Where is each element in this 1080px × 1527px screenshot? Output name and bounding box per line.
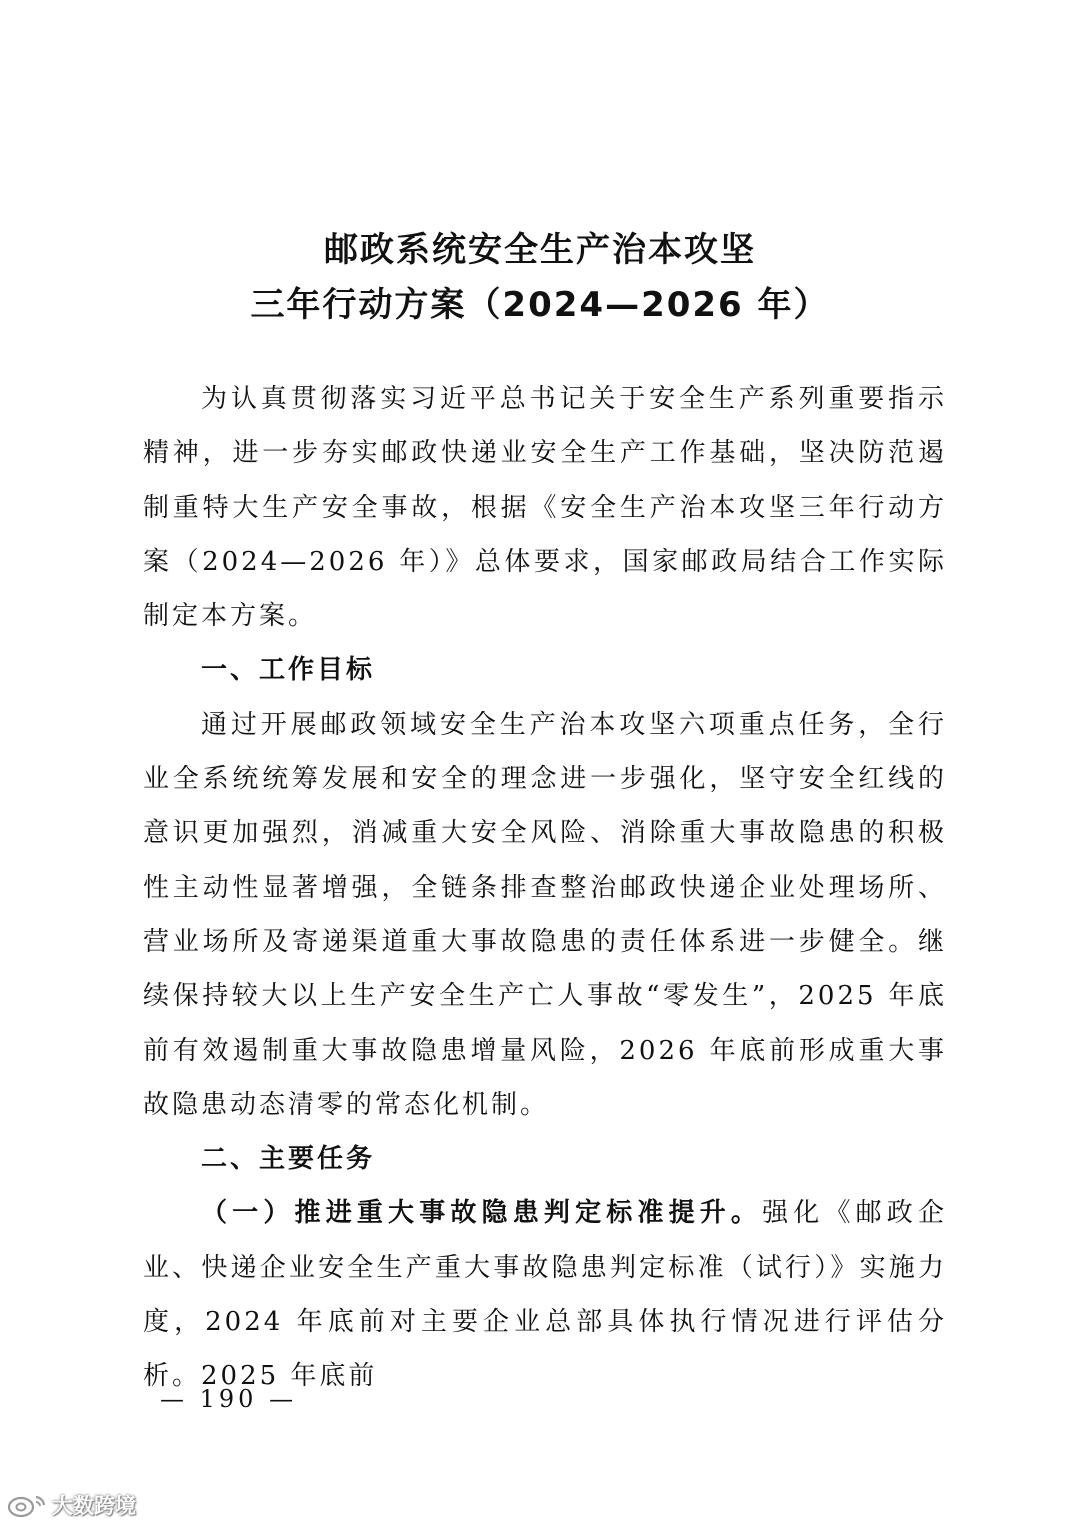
section1-paragraph: 通过开展邮政领域安全生产治本攻坚六项重点任务，全行业全系统统筹发展和安全的理念进一步强化，坚守安全红线的意识更加强烈，消减重大安全风险、消除重大事故隐患的积极性主动性显著增强，全链条排查整治邮政快递企业处理场所、营业场所及寄递渠道重大事故隐患的责任体系进一步健全。继续保持较大以上生产安全生产亡人事故“零发生”，2025 年底前有效遏制重大事故隐患增量风险，2026 年底前形成重大事故隐患动态清零的常态化机制。: [143, 709, 947, 1120]
section2-item1-paragraph: [143, 1186, 947, 1403]
document-title-line2: 三年行动方案（2024—2026 年）: [250, 285, 830, 325]
section1-heading: 一、工作目标: [201, 655, 376, 686]
watermark-text: 大数跨境: [52, 1494, 136, 1518]
document-body: [143, 372, 947, 1404]
weibo-logo-icon: [6, 1492, 48, 1518]
section2-item1-lead: （一）推进重大事故隐患判定标准提升。: [201, 1198, 763, 1229]
section2-item1-body: 强化《邮政企业、快递企业安全生产重大事故隐患判定标准（试行）》实施力度，2024 年底前对主要企业总部具体执行情况进行评估分析。2025 年底前: [143, 1198, 947, 1392]
document-title-line1: 邮政系统安全生产治本攻坚: [324, 230, 756, 270]
watermark: [6, 1490, 136, 1520]
intro-paragraph: 为认真贯彻落实习近平总书记关于安全生产系列重要指示精神，进一步夯实邮政快递业安全生产工作基础，坚决防范遏制重特大生产安全事故，根据《安全生产治本攻坚三年行动方案（2024—2026 年）》总体要求，国家邮政局结合工作实际制定本方案。: [143, 384, 947, 632]
section2-heading: 二、主要任务: [201, 1144, 376, 1175]
page-number: — 190 —: [160, 1385, 298, 1413]
